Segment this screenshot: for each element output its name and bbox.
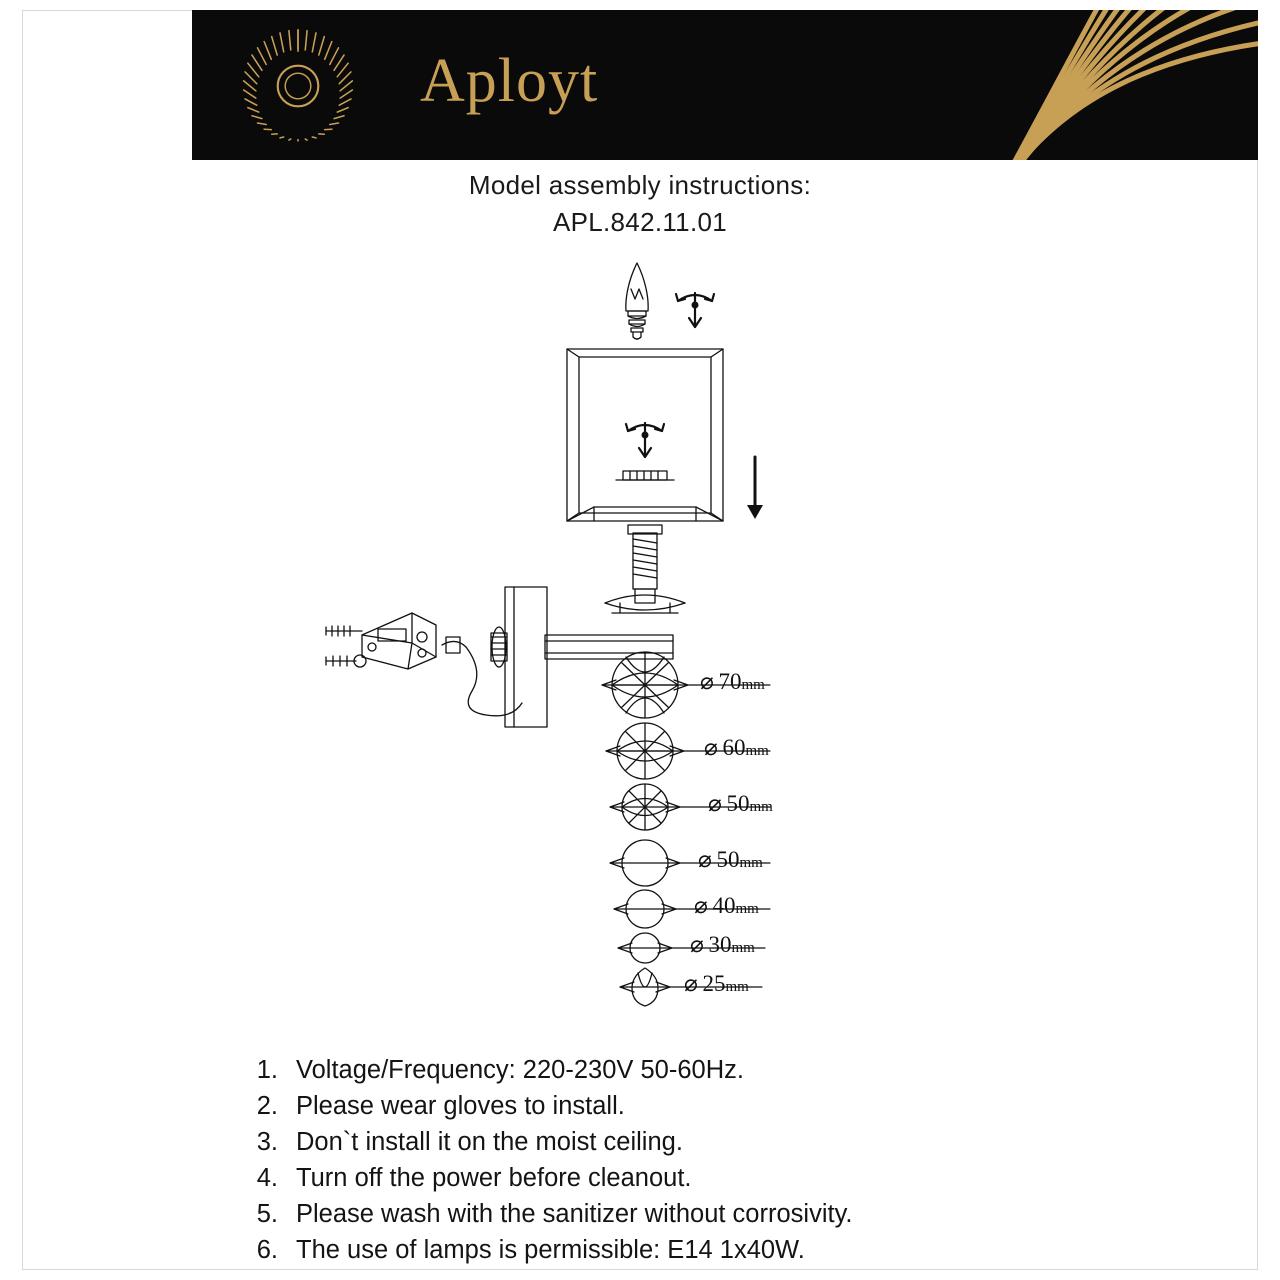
socket-assembly [605,525,685,613]
wall-bracket-icon [362,613,436,669]
title-line-2: APL.842.11.01 [552,207,727,237]
note-text: Turn off the power before cleanout. [296,1164,692,1192]
fan-rays-icon [928,10,1258,160]
note-text: Don`t install it on the moist ceiling. [296,1128,683,1156]
lamp-arm [491,587,673,727]
brand-name: Aployt [420,47,599,115]
note-text: Please wear gloves to install. [296,1092,625,1120]
title-line-1: Model assembly instructions: [468,170,812,200]
dimension-label: ⌀ 50mm [698,847,763,872]
light-bulb-icon [626,263,648,339]
dimension-label: ⌀ 60mm [704,735,769,760]
power-wire [442,637,522,716]
brand-banner [192,10,1258,160]
crystal-bead-chain [612,652,678,1006]
dimension-label: ⌀ 70mm [700,669,765,694]
note-text: Voltage/Frequency: 220-230V 50-60Hz. [296,1056,744,1084]
note-number: 1. [256,1056,278,1084]
note-number: 2. [256,1092,278,1120]
rotate-arrow-icon [676,293,714,327]
list-item [232,1124,1132,1160]
sunburst-logo-icon [240,28,356,144]
dimension-label: ⌀ 25mm [684,971,749,996]
instruction-notes [232,1052,1132,1268]
assembly-diagram-svg [150,245,1130,1035]
list-item [232,1052,1132,1088]
note-text: Please wash with the sanitizer without corrosivity. [296,1200,853,1228]
note-number: 4. [256,1164,278,1192]
assembly-diagram [150,245,1130,1035]
screw-icon [326,626,366,667]
list-item [232,1232,1132,1268]
list-item [232,1160,1132,1196]
note-number: 5. [256,1200,278,1228]
note-number: 6. [256,1236,278,1264]
dimension-label: ⌀ 30mm [690,932,755,957]
note-text: The use of lamps is permissible: E14 1x40W. [296,1236,805,1264]
down-arrow-icon [747,457,763,519]
list-item [232,1196,1132,1232]
note-number: 3. [256,1128,278,1156]
dimension-label: ⌀ 50mm [708,791,773,816]
page-title [0,170,1280,238]
list-item [232,1088,1132,1124]
lamp-shade [567,349,723,521]
dimension-label: ⌀ 40mm [694,893,759,918]
